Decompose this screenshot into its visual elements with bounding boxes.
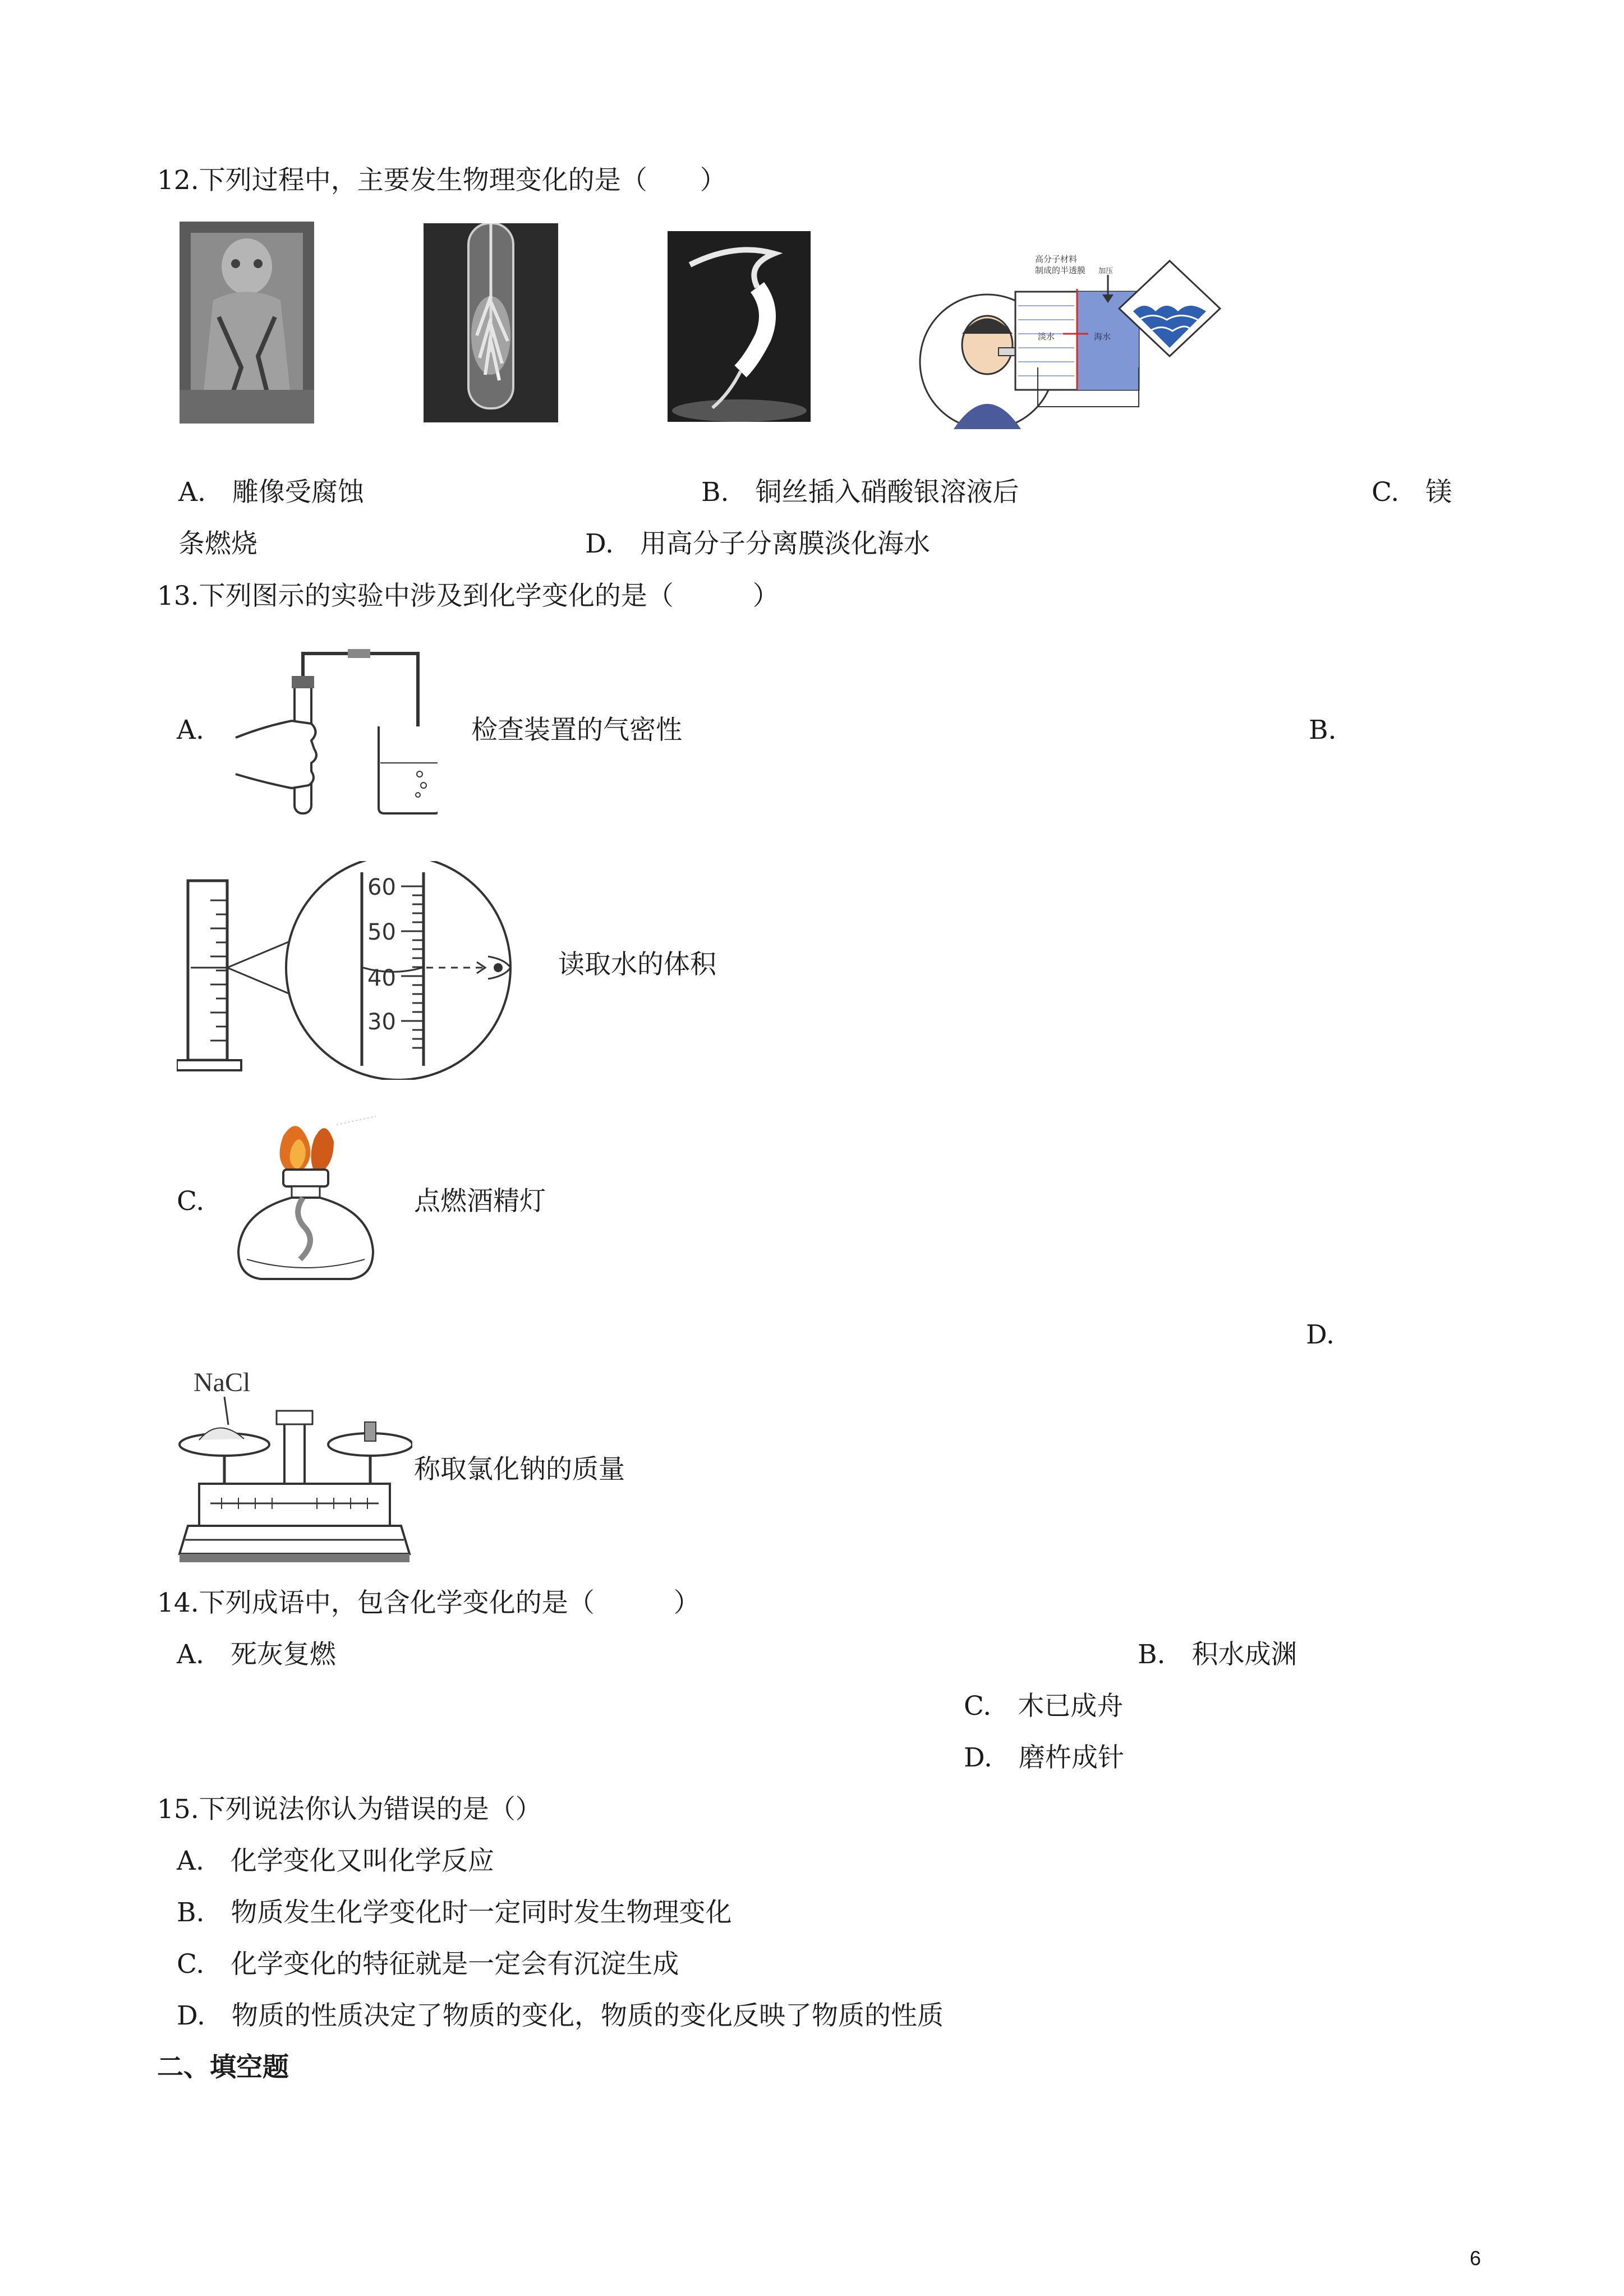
q12-option-c-part2: 条燃烧 xyxy=(178,528,257,559)
q13-option-b-letter: B. xyxy=(1309,715,1337,746)
q12-option-a: A. 雕像受腐蚀 xyxy=(178,477,364,508)
q13-option-c-letter: C. xyxy=(177,1186,205,1217)
cylinder-tick-30: 30 xyxy=(367,1009,396,1035)
q12-option-b: B. 铜丝插入硝酸银溶液后 xyxy=(701,477,1019,508)
eye-icon xyxy=(494,963,503,972)
page-number: 6 xyxy=(1470,2247,1482,2270)
q15-option-d: D. 物质的性质决定了物质的变化，物质的变化反映了物质的性质 xyxy=(177,2000,944,2031)
graduated-cylinder-figure xyxy=(177,861,533,1080)
desal-label-membrane: 制成的半透膜 xyxy=(1035,265,1086,275)
q13-option-a-letter: A. xyxy=(177,715,204,746)
q13-option-d-letter: D. xyxy=(1306,1319,1335,1350)
section-heading: 二、填空题 xyxy=(157,2052,289,2083)
q12-stem: 12.下列过程中，主要发生物理变化的是（ ） xyxy=(157,165,726,196)
balance-figure xyxy=(177,1360,412,1573)
q14-option-b: B. 积水成渊 xyxy=(1138,1639,1298,1670)
q12-option-c-part1: C. 镁 xyxy=(1372,477,1452,508)
q13-option-c-text: 点燃酒精灯 xyxy=(414,1186,546,1217)
q14-option-a: A. 死灰复燃 xyxy=(177,1639,336,1670)
q14-option-d: D. 磨杵成针 xyxy=(964,1742,1124,1773)
q15-option-a: A. 化学变化又叫化学反应 xyxy=(177,1846,494,1876)
cylinder-tick-50: 50 xyxy=(367,919,396,945)
desal-label-press: 加压 xyxy=(1098,267,1114,275)
nacl-label: NaCl xyxy=(194,1368,251,1397)
test-tube-photo xyxy=(424,223,558,422)
desal-left-tag: 淡水 xyxy=(1038,332,1055,342)
alcohol-lamp-figure xyxy=(230,1114,381,1287)
q13-option-d-text: 称取氯化钠的质量 xyxy=(414,1454,625,1485)
q13-option-a-text: 检查装置的气密性 xyxy=(471,715,682,746)
airtightness-check-figure xyxy=(230,642,438,816)
desal-label-material: 高分子材料 xyxy=(1035,254,1078,264)
q15-stem: 15.下列说法你认为错误的是（） xyxy=(157,1794,542,1825)
q13-stem: 13.下列图示的实验中涉及到化学变化的是（ ） xyxy=(157,581,779,611)
q15-option-b: B. 物质发生化学变化时一定同时发生物理变化 xyxy=(177,1897,732,1928)
q14-option-c: C. 木已成舟 xyxy=(964,1691,1124,1722)
statue-photo xyxy=(180,222,314,424)
desal-right-tag: 海水 xyxy=(1094,332,1111,342)
cylinder-tick-40: 40 xyxy=(367,965,396,991)
q14-stem: 14.下列成语中，包含化学变化的是（ ） xyxy=(157,1588,700,1618)
magnesium-burning-photo xyxy=(668,231,811,422)
q13-option-b-text: 读取水的体积 xyxy=(558,949,716,980)
desalination-diagram xyxy=(903,250,1223,429)
q15-option-c: C. 化学变化的特征就是一定会有沉淀生成 xyxy=(177,1949,679,1980)
cylinder-tick-60: 60 xyxy=(367,875,396,900)
q12-option-d: D. 用高分子分离膜淡化海水 xyxy=(585,528,930,559)
